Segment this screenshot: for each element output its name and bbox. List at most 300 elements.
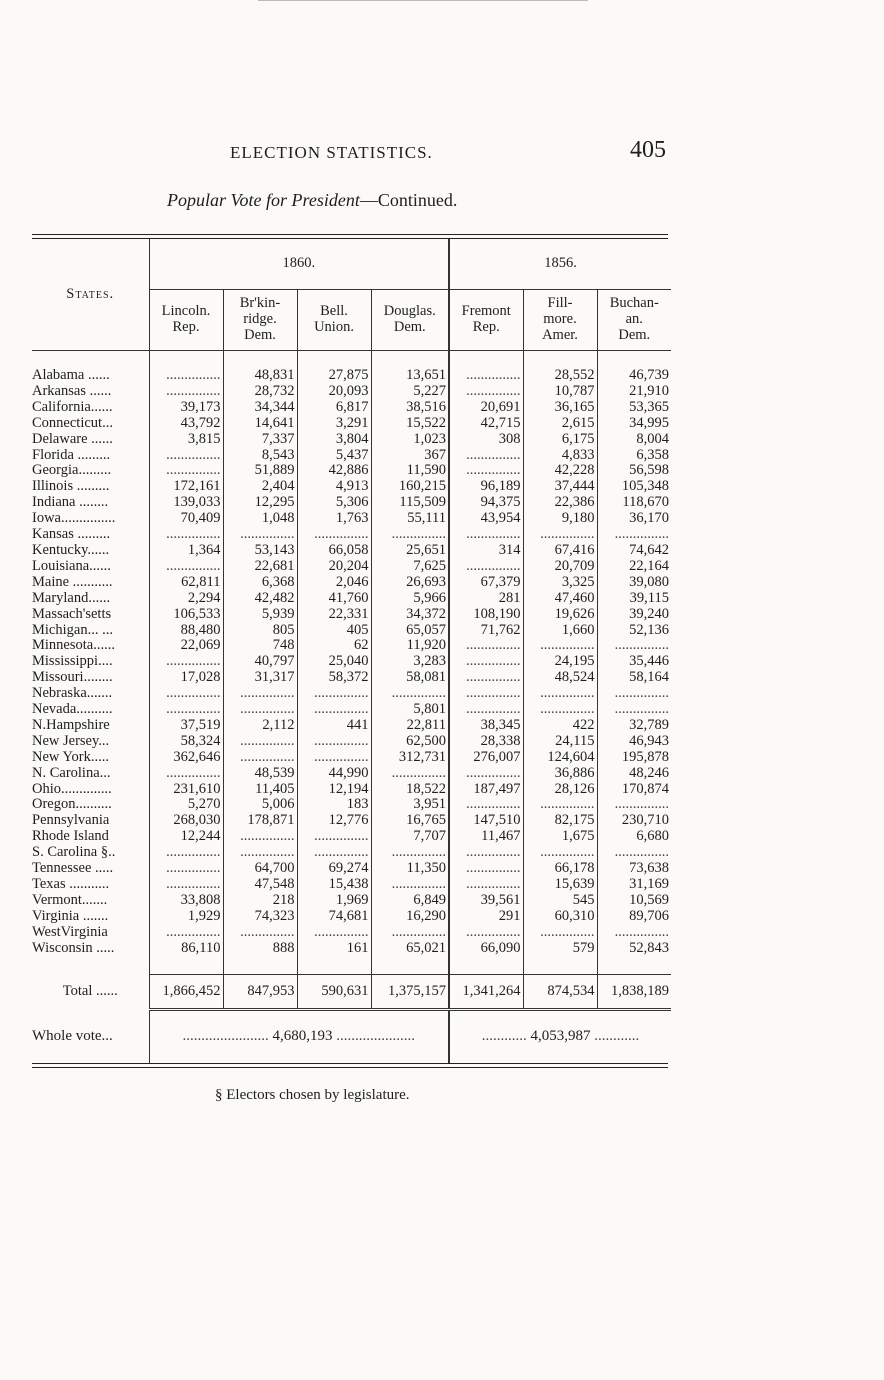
page-number: 405	[630, 137, 666, 163]
vote-cell: 8,543	[223, 448, 297, 464]
table-row	[32, 591, 671, 607]
candidate-header-line: Dem.	[393, 319, 426, 335]
state-name: Ohio..............	[32, 781, 112, 797]
vote-cell: 10,787	[523, 384, 597, 400]
vote-cell: ...............	[523, 797, 597, 813]
vote-cell: 32,789	[597, 718, 671, 734]
vote-cell: ...............	[149, 845, 223, 861]
vote-cell: 231,610	[149, 782, 223, 798]
vote-cell: 28,732	[223, 384, 297, 400]
vote-cell: 4,913	[297, 479, 371, 495]
vote-cell: 108,190	[449, 607, 523, 623]
vote-cell: 89,706	[597, 909, 671, 925]
state-name: Vermont.......	[32, 892, 108, 908]
vote-cell: 545	[523, 893, 597, 909]
state-name: Maine ...........	[32, 574, 113, 590]
vote-cell: 2,294	[149, 591, 223, 607]
state-name: Indiana ........	[32, 495, 109, 511]
vote-cell: ...............	[149, 368, 223, 384]
vote-cell: 11,590	[371, 463, 449, 479]
vote-cell: 31,317	[223, 670, 297, 686]
state-name: N. Carolina...	[32, 765, 111, 781]
vote-cell: 94,375	[449, 495, 523, 511]
vote-cell: 22,681	[223, 559, 297, 575]
vote-cell: 6,175	[523, 432, 597, 448]
whole-vote-1856: ............ 4,053,987 ............	[449, 1010, 671, 1064]
table-row	[32, 432, 671, 448]
vote-cell: ...............	[149, 686, 223, 702]
vote-cell: 18,522	[371, 782, 449, 798]
state-name: Mississippi....	[32, 654, 113, 670]
table-row	[32, 766, 671, 782]
vote-cell: 7,337	[223, 432, 297, 448]
vote-cell: 39,561	[449, 893, 523, 909]
candidate-header-line: Buchan-	[609, 295, 659, 312]
vote-cell: ...............	[297, 925, 371, 941]
table-row	[32, 686, 671, 702]
candidate-header-line: Lincoln.	[161, 303, 211, 320]
vote-cell: ...............	[371, 877, 449, 893]
vote-cell: 230,710	[597, 813, 671, 829]
vote-table	[32, 239, 671, 1063]
state-name: S. Carolina §..	[32, 845, 116, 861]
vote-cell: 268,030	[149, 813, 223, 829]
vote-cell: 16,290	[371, 909, 449, 925]
vote-cell: ...............	[449, 368, 523, 384]
vote-cell: ...............	[449, 702, 523, 718]
vote-cell: ...............	[149, 702, 223, 718]
vote-cell: 106,533	[149, 607, 223, 623]
vote-cell: 19,626	[523, 607, 597, 623]
table-row	[32, 797, 671, 813]
vote-cell: 25,040	[297, 654, 371, 670]
vote-cell: 24,115	[523, 734, 597, 750]
subtitle-italic: Popular Vote for President	[167, 190, 360, 210]
table-row	[32, 877, 671, 893]
candidate-header-2	[297, 290, 371, 351]
vote-cell: 314	[449, 543, 523, 559]
vote-cell: 20,093	[297, 384, 371, 400]
vote-cell: 1,048	[223, 511, 297, 527]
vote-cell: 48,524	[523, 670, 597, 686]
table-row	[32, 941, 671, 957]
vote-cell: 5,227	[371, 384, 449, 400]
table-row	[32, 623, 671, 639]
vote-cell: 28,552	[523, 368, 597, 384]
table-row	[32, 479, 671, 495]
vote-cell: 6,849	[371, 893, 449, 909]
vote-cell: 20,709	[523, 559, 597, 575]
state-name: Iowa...............	[32, 511, 116, 527]
candidate-header-line: Fill-	[547, 295, 573, 312]
table-row	[32, 607, 671, 623]
candidate-header-line: ridge.	[243, 311, 277, 328]
vote-cell: ...............	[371, 686, 449, 702]
table-row	[32, 511, 671, 527]
vote-cell: 22,811	[371, 718, 449, 734]
vote-cell: 38,345	[449, 718, 523, 734]
vote-cell: ...............	[371, 845, 449, 861]
vote-cell: 37,444	[523, 479, 597, 495]
vote-cell: 27,875	[297, 368, 371, 384]
vote-cell: 52,843	[597, 941, 671, 957]
vote-cell: 8,004	[597, 432, 671, 448]
running-head: ELECTION STATISTICS.	[230, 143, 433, 162]
vote-cell: 5,270	[149, 797, 223, 813]
vote-cell: ...............	[597, 638, 671, 654]
vote-cell: ...............	[449, 925, 523, 941]
vote-cell: 172,161	[149, 479, 223, 495]
vote-cell: 2,112	[223, 718, 297, 734]
vote-cell: 1,023	[371, 432, 449, 448]
vote-cell: 74,681	[297, 909, 371, 925]
vote-cell: 71,762	[449, 623, 523, 639]
vote-cell: 86,110	[149, 941, 223, 957]
table-row	[32, 718, 671, 734]
vote-cell: 105,348	[597, 479, 671, 495]
vote-cell: ...............	[149, 463, 223, 479]
vote-cell: 579	[523, 941, 597, 957]
vote-cell: 31,169	[597, 877, 671, 893]
table-bottom-rule	[32, 1063, 668, 1068]
vote-cell: ...............	[297, 686, 371, 702]
vote-cell: ...............	[449, 384, 523, 400]
vote-cell: 82,175	[523, 813, 597, 829]
vote-cell: ...............	[371, 527, 449, 543]
vote-cell: 405	[297, 623, 371, 639]
state-name: Maryland......	[32, 590, 111, 606]
vote-cell: 312,731	[371, 750, 449, 766]
state-name: Kansas .........	[32, 527, 111, 543]
vote-cell: 39,080	[597, 575, 671, 591]
vote-cell: 6,358	[597, 448, 671, 464]
vote-cell: 34,372	[371, 607, 449, 623]
table-row	[32, 527, 671, 543]
vote-cell: 4,833	[523, 448, 597, 464]
vote-cell: 34,995	[597, 416, 671, 432]
vote-cell: 58,324	[149, 734, 223, 750]
total-label: Total ......	[62, 983, 118, 1000]
vote-cell: 42,482	[223, 591, 297, 607]
vote-cell: 7,625	[371, 559, 449, 575]
candidate-header-line: Amer.	[542, 326, 578, 343]
vote-cell: 67,379	[449, 575, 523, 591]
vote-cell: 160,215	[371, 479, 449, 495]
vote-cell: ...............	[449, 686, 523, 702]
candidate-header-line: Rep.	[172, 319, 200, 335]
total-cell: 590,631	[297, 974, 371, 1010]
vote-cell: 1,763	[297, 511, 371, 527]
table-row	[32, 559, 671, 575]
vote-cell: 124,604	[523, 750, 597, 766]
total-row	[32, 974, 671, 1010]
vote-cell: 12,244	[149, 829, 223, 845]
whole-vote-1860: ....................... 4,680,193 .....................	[149, 1010, 449, 1064]
vote-cell: 43,792	[149, 416, 223, 432]
vote-cell: 12,776	[297, 813, 371, 829]
vote-cell: ...............	[223, 734, 297, 750]
vote-cell: ...............	[523, 527, 597, 543]
state-name: Pennsylvania	[32, 813, 110, 829]
vote-cell: ...............	[149, 766, 223, 782]
vote-cell: 28,126	[523, 782, 597, 798]
state-name: Wisconsin .....	[32, 940, 115, 956]
candidate-header-line: an.	[625, 311, 643, 328]
vote-cell: 5,306	[297, 495, 371, 511]
table-row	[32, 702, 671, 718]
vote-cell: 53,365	[597, 400, 671, 416]
year-header-row	[32, 239, 671, 290]
vote-cell: ...............	[523, 686, 597, 702]
total-cell: 1,375,157	[371, 974, 449, 1010]
vote-cell: ...............	[371, 925, 449, 941]
total-cell: 1,838,189	[597, 974, 671, 1010]
vote-cell: 195,878	[597, 750, 671, 766]
vote-cell: 115,509	[371, 495, 449, 511]
vote-table-container	[32, 234, 668, 1068]
vote-cell: 66,058	[297, 543, 371, 559]
vote-cell: 48,831	[223, 368, 297, 384]
table-row	[32, 495, 671, 511]
vote-cell: 12,194	[297, 782, 371, 798]
vote-cell: 44,990	[297, 766, 371, 782]
vote-cell: 422	[523, 718, 597, 734]
total-cell: 847,953	[223, 974, 297, 1010]
vote-cell: 25,651	[371, 543, 449, 559]
vote-cell: 22,069	[149, 638, 223, 654]
candidate-header-line: Rep.	[472, 319, 500, 335]
vote-cell: ...............	[223, 702, 297, 718]
state-name: Nebraska.......	[32, 686, 113, 702]
table-row	[32, 638, 671, 654]
vote-cell: 88,480	[149, 623, 223, 639]
candidate-header-line: Douglas.	[383, 303, 436, 320]
vote-cell: ...............	[523, 925, 597, 941]
vote-cell: 15,438	[297, 877, 371, 893]
vote-cell: ...............	[149, 877, 223, 893]
vote-cell: 1,660	[523, 623, 597, 639]
vote-cell: ...............	[597, 797, 671, 813]
vote-cell: 37,519	[149, 718, 223, 734]
state-name: Illinois .........	[32, 479, 110, 495]
vote-cell: 38,516	[371, 400, 449, 416]
whole-vote-1856-value: 4,053,987	[530, 1028, 591, 1045]
whole-vote-label: Whole vote...	[32, 1027, 113, 1044]
vote-cell: ...............	[449, 766, 523, 782]
state-name: Oregon..........	[32, 797, 112, 813]
vote-cell: 46,739	[597, 368, 671, 384]
vote-cell: 3,804	[297, 432, 371, 448]
state-name: Virginia .......	[32, 908, 109, 924]
vote-cell: 3,815	[149, 432, 223, 448]
state-name: Florida .........	[32, 447, 111, 463]
state-name: California......	[32, 399, 113, 415]
vote-cell: 66,178	[523, 861, 597, 877]
vote-cell: ...............	[297, 750, 371, 766]
table-row	[32, 384, 671, 400]
vote-cell: 6,680	[597, 829, 671, 845]
vote-cell: ...............	[597, 925, 671, 941]
candidate-header-5	[523, 290, 597, 351]
vote-cell: 9,180	[523, 511, 597, 527]
vote-cell: 15,639	[523, 877, 597, 893]
vote-cell: 58,081	[371, 670, 449, 686]
vote-cell: 1,969	[297, 893, 371, 909]
table-row	[32, 861, 671, 877]
vote-cell: 3,325	[523, 575, 597, 591]
vote-cell: 65,057	[371, 623, 449, 639]
vote-cell: 58,372	[297, 670, 371, 686]
vote-cell: ...............	[449, 877, 523, 893]
vote-cell: 147,510	[449, 813, 523, 829]
vote-cell: 17,028	[149, 670, 223, 686]
vote-cell: ...............	[597, 702, 671, 718]
table-row	[32, 654, 671, 670]
vote-cell: 43,954	[449, 511, 523, 527]
state-name: Rhode Island	[32, 829, 109, 845]
vote-cell: ...............	[223, 527, 297, 543]
vote-cell: 5,966	[371, 591, 449, 607]
vote-cell: 47,548	[223, 877, 297, 893]
candidate-header-line: more.	[543, 311, 577, 328]
vote-cell: ...............	[223, 829, 297, 845]
year-1860-header: 1860.	[149, 239, 449, 290]
vote-cell: 6,817	[297, 400, 371, 416]
vote-cell: 139,033	[149, 495, 223, 511]
table-row	[32, 893, 671, 909]
vote-cell: 64,700	[223, 861, 297, 877]
vote-cell: ...............	[297, 527, 371, 543]
vote-cell: 60,310	[523, 909, 597, 925]
candidate-header-line: Union.	[314, 319, 354, 335]
vote-cell: 69,274	[297, 861, 371, 877]
table-row	[32, 845, 671, 861]
table-row	[32, 925, 671, 941]
vote-cell: 11,920	[371, 638, 449, 654]
vote-table-body	[32, 351, 671, 975]
vote-cell: 16,765	[371, 813, 449, 829]
total-cell: 1,341,264	[449, 974, 523, 1010]
vote-cell: ...............	[297, 702, 371, 718]
vote-cell: 24,195	[523, 654, 597, 670]
candidate-header-0	[149, 290, 223, 351]
vote-cell: 1,364	[149, 543, 223, 559]
vote-cell: 62	[297, 638, 371, 654]
subtitle-rest: —Continued.	[359, 190, 458, 210]
vote-cell: 22,331	[297, 607, 371, 623]
vote-cell: 70,409	[149, 511, 223, 527]
vote-cell: 40,797	[223, 654, 297, 670]
vote-cell: 73,638	[597, 861, 671, 877]
vote-cell: 5,006	[223, 797, 297, 813]
vote-cell: ...............	[149, 925, 223, 941]
vote-cell: 10,569	[597, 893, 671, 909]
spacer-row	[32, 351, 671, 369]
table-row	[32, 368, 671, 384]
footnote: § Electors chosen by legislature.	[215, 1087, 410, 1103]
candidate-header-6	[597, 290, 671, 351]
total-cell: 874,534	[523, 974, 597, 1010]
vote-cell: 48,539	[223, 766, 297, 782]
vote-cell: 281	[449, 591, 523, 607]
vote-cell: 67,416	[523, 543, 597, 559]
table-row	[32, 416, 671, 432]
vote-cell: 805	[223, 623, 297, 639]
vote-cell: ...............	[449, 861, 523, 877]
vote-cell: 74,642	[597, 543, 671, 559]
vote-cell: ...............	[449, 845, 523, 861]
state-name: Georgia.........	[32, 463, 112, 479]
vote-cell: ...............	[523, 845, 597, 861]
spacer-row	[32, 957, 671, 975]
table-row	[32, 575, 671, 591]
top-rule	[258, 0, 588, 1]
vote-cell: ...............	[523, 702, 597, 718]
state-name: Texas ...........	[32, 877, 110, 892]
vote-cell: 42,715	[449, 416, 523, 432]
vote-cell: ...............	[449, 527, 523, 543]
candidate-header-line: Fremont	[461, 303, 511, 320]
vote-cell: 42,228	[523, 463, 597, 479]
vote-cell: 65,021	[371, 941, 449, 957]
state-name: Louisiana......	[32, 558, 111, 574]
candidate-header-line: Bell.	[320, 303, 348, 320]
vote-cell: 52,136	[597, 623, 671, 639]
vote-cell: 308	[449, 432, 523, 448]
vote-cell: 748	[223, 638, 297, 654]
vote-cell: 47,460	[523, 591, 597, 607]
state-name: Connecticut...	[32, 415, 113, 431]
states-header: States.	[32, 239, 149, 351]
state-name: WestVirginia	[32, 924, 108, 940]
state-name: Alabama ......	[32, 368, 110, 383]
vote-cell: 74,323	[223, 909, 297, 925]
vote-cell: 33,808	[149, 893, 223, 909]
vote-cell: 118,670	[597, 495, 671, 511]
vote-cell: 291	[449, 909, 523, 925]
vote-cell: 276,007	[449, 750, 523, 766]
vote-cell: 6,368	[223, 575, 297, 591]
vote-cell: ...............	[149, 559, 223, 575]
vote-cell: ...............	[223, 686, 297, 702]
vote-cell: 12,295	[223, 495, 297, 511]
vote-cell: 51,889	[223, 463, 297, 479]
vote-cell: ...............	[449, 559, 523, 575]
vote-cell: 1,675	[523, 829, 597, 845]
vote-cell: ...............	[597, 845, 671, 861]
total-cell: 1,866,452	[149, 974, 223, 1010]
vote-cell: ...............	[449, 463, 523, 479]
state-name: New York.....	[32, 749, 109, 765]
vote-cell: 21,910	[597, 384, 671, 400]
vote-cell: ...............	[149, 861, 223, 877]
candidate-header-4	[449, 290, 523, 351]
vote-cell: 35,446	[597, 654, 671, 670]
table-subtitle	[167, 190, 457, 211]
vote-cell: 36,165	[523, 400, 597, 416]
vote-cell: 5,437	[297, 448, 371, 464]
vote-cell: ...............	[149, 654, 223, 670]
state-name: N.Hampshire	[32, 717, 110, 733]
table-row	[32, 543, 671, 559]
vote-cell: 11,350	[371, 861, 449, 877]
vote-cell: ...............	[449, 638, 523, 654]
vote-cell: 3,291	[297, 416, 371, 432]
vote-cell: 36,886	[523, 766, 597, 782]
table-row	[32, 829, 671, 845]
vote-cell: 3,951	[371, 797, 449, 813]
vote-cell: 20,204	[297, 559, 371, 575]
